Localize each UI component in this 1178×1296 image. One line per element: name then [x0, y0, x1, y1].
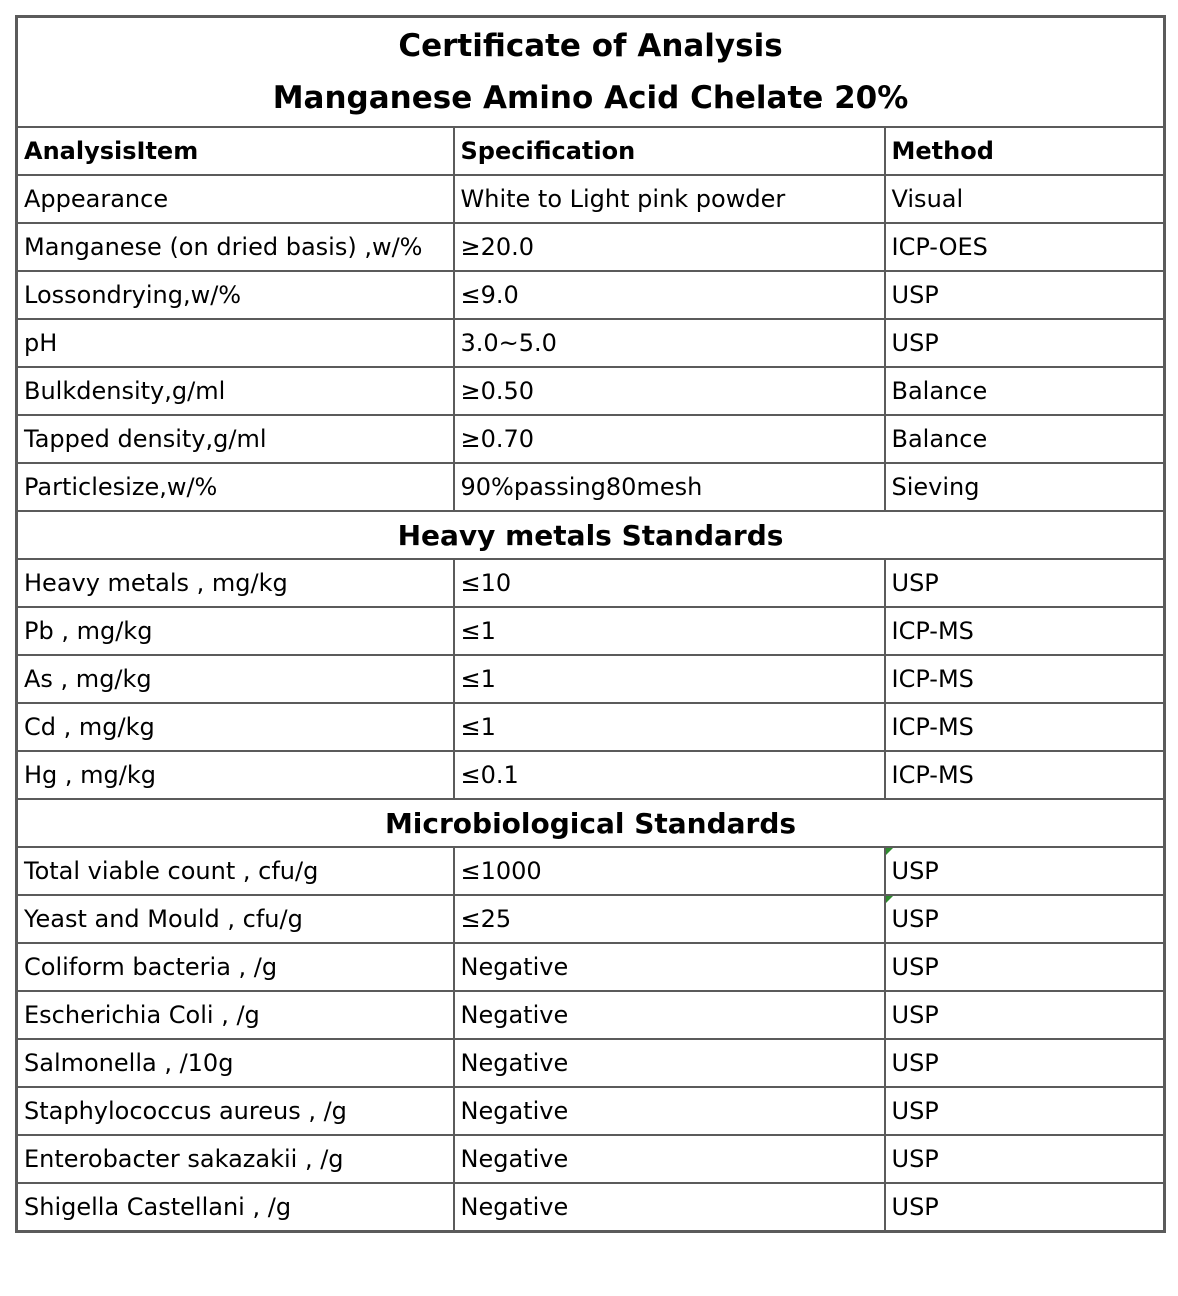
micro-item-cell: Yeast and Mould , cfu/g	[17, 895, 454, 943]
general-method-cell: USP	[885, 271, 1165, 319]
general-item-cell: Tapped density,g/ml	[17, 415, 454, 463]
heavy-metal-method-cell: ICP-MS	[885, 607, 1165, 655]
table-row	[17, 463, 1165, 511]
micro-item-cell: Total viable count , cfu/g	[17, 847, 454, 895]
heavy-metal-spec-cell: ≤10	[454, 559, 885, 607]
header-row	[17, 127, 1165, 175]
microbiological-section-title: Microbiological Standards	[17, 799, 1165, 847]
micro-item-cell: Salmonella , /10g	[17, 1039, 454, 1087]
general-spec-cell: White to Light pink powder	[454, 175, 885, 223]
general-item-cell: Lossondrying,w/%	[17, 271, 454, 319]
general-method-cell: USP	[885, 319, 1165, 367]
general-item-cell: Bulkdensity,g/ml	[17, 367, 454, 415]
general-method-cell: Visual	[885, 175, 1165, 223]
heavy-metal-item-cell: Pb , mg/kg	[17, 607, 454, 655]
table-row	[17, 943, 1165, 991]
heavy-metal-item-cell: As , mg/kg	[17, 655, 454, 703]
micro-spec-cell: Negative	[454, 943, 885, 991]
micro-item-cell: Staphylococcus aureus , /g	[17, 1087, 454, 1135]
heavy-metal-method-cell: ICP-MS	[885, 655, 1165, 703]
general-item-cell: pH	[17, 319, 454, 367]
certificate-table	[15, 15, 1166, 1233]
table-row	[17, 1039, 1165, 1087]
table-row	[17, 175, 1165, 223]
micro-method-cell: USP	[885, 1183, 1165, 1232]
title-cell	[17, 17, 1165, 128]
table-row	[17, 319, 1165, 367]
general-item-cell: Particlesize,w/%	[17, 463, 454, 511]
micro-item-cell: Coliform bacteria , /g	[17, 943, 454, 991]
header-specification: Specification	[454, 127, 885, 175]
heavy-metal-spec-cell: ≤1	[454, 607, 885, 655]
table-row	[17, 847, 1165, 895]
micro-spec-cell: ≤25	[454, 895, 885, 943]
microbiological-section-row	[17, 799, 1165, 847]
general-item-cell: Manganese (on dried basis) ,w/%	[17, 223, 454, 271]
micro-method-cell: USP	[885, 1087, 1165, 1135]
cell-marker-icon	[886, 848, 893, 855]
general-method-cell: Sieving	[885, 463, 1165, 511]
micro-spec-cell: Negative	[454, 991, 885, 1039]
product-name: Manganese Amino Acid Chelate 20%	[272, 80, 909, 116]
heavy-metal-item-cell: Heavy metals , mg/kg	[17, 559, 454, 607]
heavy-metal-item-cell: Cd , mg/kg	[17, 703, 454, 751]
title-row	[17, 17, 1165, 128]
heavy-metal-method-cell: ICP-MS	[885, 751, 1165, 799]
table-row	[17, 415, 1165, 463]
table-row	[17, 1183, 1165, 1232]
micro-spec-cell: Negative	[454, 1183, 885, 1232]
heavy-metals-section-title: Heavy metals Standards	[17, 511, 1165, 559]
table-row	[17, 703, 1165, 751]
general-method-cell: ICP-OES	[885, 223, 1165, 271]
heavy-metal-method-cell: ICP-MS	[885, 703, 1165, 751]
general-spec-cell: ≥0.50	[454, 367, 885, 415]
general-spec-cell: 3.0~5.0	[454, 319, 885, 367]
table-row	[17, 991, 1165, 1039]
cell-marker-icon	[886, 896, 893, 903]
heavy-metal-spec-cell: ≤0.1	[454, 751, 885, 799]
micro-spec-cell: Negative	[454, 1135, 885, 1183]
table-row	[17, 751, 1165, 799]
micro-item-cell: Enterobacter sakazakii , /g	[17, 1135, 454, 1183]
table-row	[17, 607, 1165, 655]
heavy-metal-item-cell: Hg , mg/kg	[17, 751, 454, 799]
micro-method-cell: USP	[885, 847, 1165, 895]
general-spec-cell: ≤9.0	[454, 271, 885, 319]
micro-method-cell: USP	[885, 1039, 1165, 1087]
header-analysis-item: AnalysisItem	[17, 127, 454, 175]
micro-spec-cell: Negative	[454, 1039, 885, 1087]
general-method-cell: Balance	[885, 367, 1165, 415]
table-row	[17, 895, 1165, 943]
heavy-metals-section-row	[17, 511, 1165, 559]
general-spec-cell: ≥0.70	[454, 415, 885, 463]
table-row	[17, 367, 1165, 415]
general-spec-cell: ≥20.0	[454, 223, 885, 271]
micro-spec-cell: ≤1000	[454, 847, 885, 895]
micro-item-cell: Escherichia Coli , /g	[17, 991, 454, 1039]
table-row	[17, 271, 1165, 319]
general-item-cell: Appearance	[17, 175, 454, 223]
certificate-table-body	[17, 17, 1165, 1232]
general-method-cell: Balance	[885, 415, 1165, 463]
heavy-metal-method-cell: USP	[885, 559, 1165, 607]
table-row	[17, 559, 1165, 607]
micro-item-cell: Shigella Castellani , /g	[17, 1183, 454, 1232]
table-row	[17, 223, 1165, 271]
micro-method-cell: USP	[885, 991, 1165, 1039]
micro-spec-cell: Negative	[454, 1087, 885, 1135]
micro-method-cell: USP	[885, 943, 1165, 991]
micro-method-cell: USP	[885, 895, 1165, 943]
micro-method-cell: USP	[885, 1135, 1165, 1183]
heavy-metal-spec-cell: ≤1	[454, 655, 885, 703]
general-spec-cell: 90%passing80mesh	[454, 463, 885, 511]
table-row	[17, 655, 1165, 703]
table-row	[17, 1087, 1165, 1135]
certificate-title: Certificate of Analysis	[398, 28, 783, 64]
header-method: Method	[885, 127, 1165, 175]
table-row	[17, 1135, 1165, 1183]
heavy-metal-spec-cell: ≤1	[454, 703, 885, 751]
